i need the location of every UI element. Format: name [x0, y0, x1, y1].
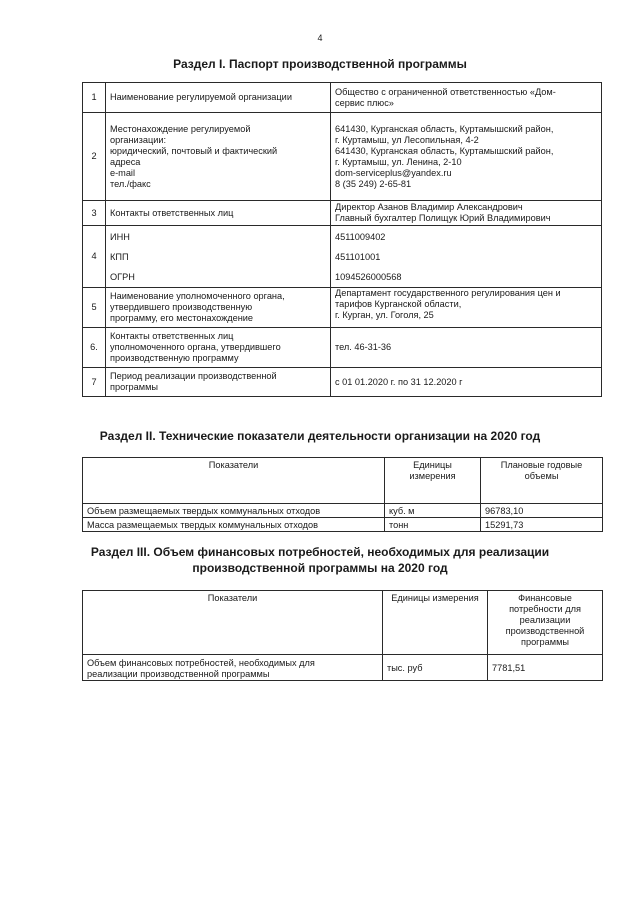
header-indicator: Показатели: [83, 458, 385, 504]
ogrn-value: 1094526000568: [335, 271, 402, 282]
cell-plan: 15291,73: [481, 518, 603, 532]
row-value: Общество с ограниченной ответственностью «Дом- сервис плюс»: [331, 83, 602, 113]
table-row: [83, 328, 602, 368]
cell-indicator: Объем размещаемых твердых коммунальных отходов: [83, 504, 385, 518]
row-label: Наименование уполномоченного органа, утвердившего производственную программу, его местонахождение: [106, 288, 331, 328]
cell-plan: 96783,10: [481, 504, 603, 518]
header-unit: Единицы измерения: [385, 458, 481, 504]
table-row: [83, 83, 602, 113]
row-number: 5: [83, 288, 106, 328]
page-number: 4: [317, 33, 323, 43]
row-value: [331, 226, 602, 288]
table-row: [83, 655, 603, 681]
row-value: Департамент государственного регулирования цен и тарифов Курганской области, г. Курган, ул. Гоголя, 25: [331, 288, 602, 328]
inn-value: 4511009402: [335, 231, 386, 242]
row-label: [106, 226, 331, 288]
row-number: 1: [83, 83, 106, 113]
row-label: Контакты ответственных лиц уполномоченного органа, утвердившего производственную программу: [106, 328, 331, 368]
table-row: [83, 504, 603, 518]
cell-need: 7781,51: [488, 655, 603, 681]
row-number: 3: [83, 201, 106, 226]
row-number: 6.: [83, 328, 106, 368]
passport-table: [82, 82, 602, 397]
kpp-value: 451101001: [335, 251, 381, 262]
table-row: [83, 518, 603, 532]
table-row: [83, 288, 602, 328]
table-row: [83, 368, 602, 397]
row-value: Директор Азанов Владимир Александрович Главный бухгалтер Полищук Юрий Владимирович: [331, 201, 602, 226]
section3-title: Раздел III. Объем финансовых потребностей, необходимых для реализации производственной программы на 2020 год: [90, 545, 550, 575]
kpp-label: КПП: [110, 251, 129, 262]
cell-unit: тыс. руб: [383, 655, 488, 681]
row-number: 2: [83, 113, 106, 201]
section2-title: Раздел II. Технические показатели деятельности организации на 2020 год: [99, 429, 541, 443]
row-value: с 01 01.2020 г. по 31 12.2020 г: [331, 368, 602, 397]
row-label: Наименование регулируемой организации: [106, 83, 331, 113]
table-header-row: [83, 591, 603, 655]
row-number: 4: [83, 226, 106, 288]
header-need: Финансовые потребности для реализации производственной программы: [488, 591, 603, 655]
inn-label: ИНН: [110, 231, 130, 242]
ogrn-label: ОГРН: [110, 271, 135, 282]
table-row: [83, 226, 602, 288]
table-row: [83, 201, 602, 226]
row-number: 7: [83, 368, 106, 397]
cell-indicator: Объем финансовых потребностей, необходимых для реализации производственной программы: [83, 655, 383, 681]
header-plan: Плановые годовые объемы: [481, 458, 603, 504]
technical-indicators-table: [82, 457, 603, 532]
row-value: тел. 46-31-36: [331, 328, 602, 368]
row-label: Контакты ответственных лиц: [106, 201, 331, 226]
row-label: Местонахождение регулируемой организации: юридический, почтовый и фактический адреса e-mail тел./факс: [106, 113, 331, 201]
row-label: Период реализации производственной программы: [106, 368, 331, 397]
cell-indicator: Масса размещаемых твердых коммунальных отходов: [83, 518, 385, 532]
table-header-row: [83, 458, 603, 504]
cell-unit: куб. м: [385, 504, 481, 518]
section1-title: Раздел I. Паспорт производственной программы: [173, 57, 467, 71]
header-unit: Единицы измерения: [383, 591, 488, 655]
table-row: [83, 113, 602, 201]
cell-unit: тонн: [385, 518, 481, 532]
financial-needs-table: [82, 590, 603, 681]
row-value: 641430, Курганская область, Куртамышский район, г. Куртамыш, ул Лесопильная, 4-2 641430, Курганская область, Куртамышский район, г. Куртамыш, ул. Ленина, 2-10 dom-serviceplus@yandex.ru 8 (35 249) 2-65-81: [331, 113, 602, 201]
header-indicator: Показатели: [83, 591, 383, 655]
